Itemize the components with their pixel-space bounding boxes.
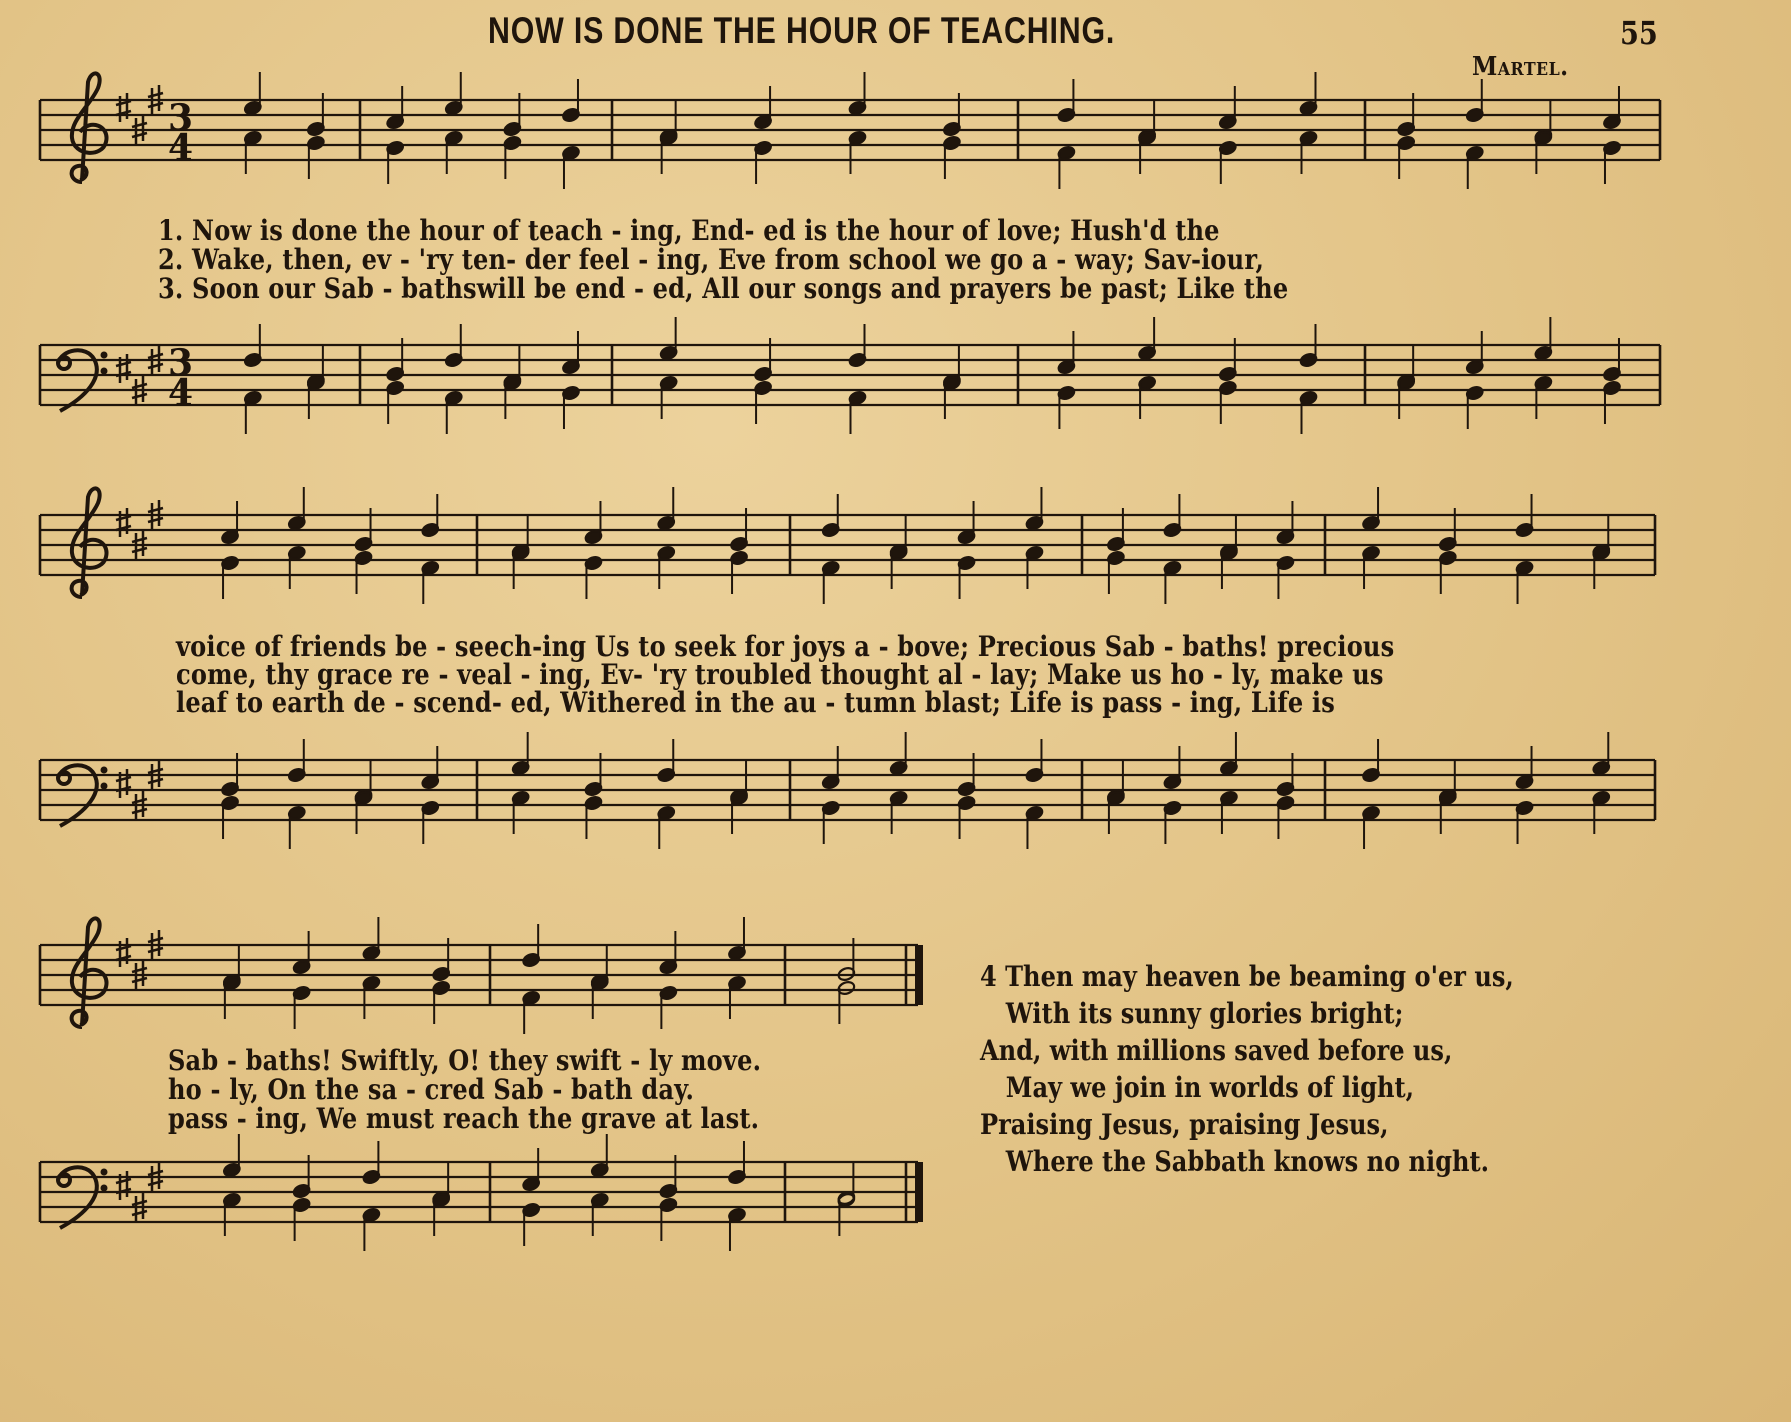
bass-clef-dot: [101, 767, 108, 774]
treble-clef: [72, 918, 107, 1027]
verse-4: [980, 958, 1601, 1180]
verse4-line: May we join in worlds of light,: [1005, 1071, 1415, 1104]
sharp-sign: [116, 769, 131, 798]
system2-lyric-verse1: voice of friends be - seech-ing Us to seek for joys a - bove; Precious Sab - baths! precious: [176, 630, 1395, 663]
bass-clef-dot: [101, 352, 108, 359]
system1-lyric-verse3: 3. Soon our Sab - bathswill be end - ed, All our songs and prayers be past; Like the: [158, 272, 1289, 305]
sharp-sign: [116, 508, 131, 537]
bass-clef-dot: [101, 1185, 108, 1192]
time-signature-bottom: 4: [168, 372, 194, 414]
sharp-sign: [116, 354, 131, 383]
system1-lyric-verse1: 1. Now is done the hour of teach - ing, End- ed is the hour of love; Hush'd the: [158, 214, 1220, 247]
final-barline: [915, 945, 923, 1005]
hymn-title: NOW IS DONE THE HOUR OF TEACHING.: [488, 10, 1116, 51]
system3-lyric-verse1: Sab - baths! Swiftly, O! they swift - ly move.: [168, 1044, 762, 1077]
sharp-sign: [116, 938, 131, 967]
bass-clef-dot: [101, 783, 108, 790]
composer-name: Martel.: [1472, 52, 1569, 82]
system3-lyric-verse2: ho - ly, On the sa - cred Sab - bath day.: [168, 1073, 695, 1106]
time-signature-top: 3: [168, 342, 194, 384]
bass-clef-dot: [101, 1169, 108, 1176]
page-number: 55: [1620, 14, 1658, 52]
treble-clef: [72, 73, 107, 182]
time-signature-bottom: 4: [168, 127, 194, 169]
system2-lyric-verse2: come, thy grace re - veal - ing, Ev- 'ry troubled thought al - lay; Make us ho - ly, make us: [176, 658, 1384, 691]
time-signature-top: 3: [168, 97, 194, 139]
sharp-sign: [116, 1171, 131, 1200]
system2-lyric-verse3: leaf to earth de - scend- ed, Withered in the au - tumn blast; Life is pass - ing, Life is: [176, 686, 1335, 719]
verse4-line: Where the Sabbath knows no night.: [1005, 1145, 1490, 1178]
sharp-sign: [116, 93, 131, 122]
final-barline: [915, 1162, 923, 1222]
system1-lyric-verse2: 2. Wake, then, ev - 'ry ten- der feel - ing, Eve from school we go a - way; Sav-iour,: [158, 243, 1265, 276]
verse4-line: 4 Then may heaven be beaming o'er us,: [980, 960, 1514, 993]
verse4-line: And, with millions saved before us,: [980, 1034, 1453, 1067]
treble-clef: [72, 488, 107, 597]
verse4-line: Praising Jesus, praising Jesus,: [980, 1108, 1389, 1141]
system3-lyric-verse3: pass - ing, We must reach the grave at last.: [168, 1102, 760, 1135]
verse4-line: With its sunny glories bright;: [1005, 997, 1404, 1030]
bass-clef-dot: [101, 368, 108, 375]
